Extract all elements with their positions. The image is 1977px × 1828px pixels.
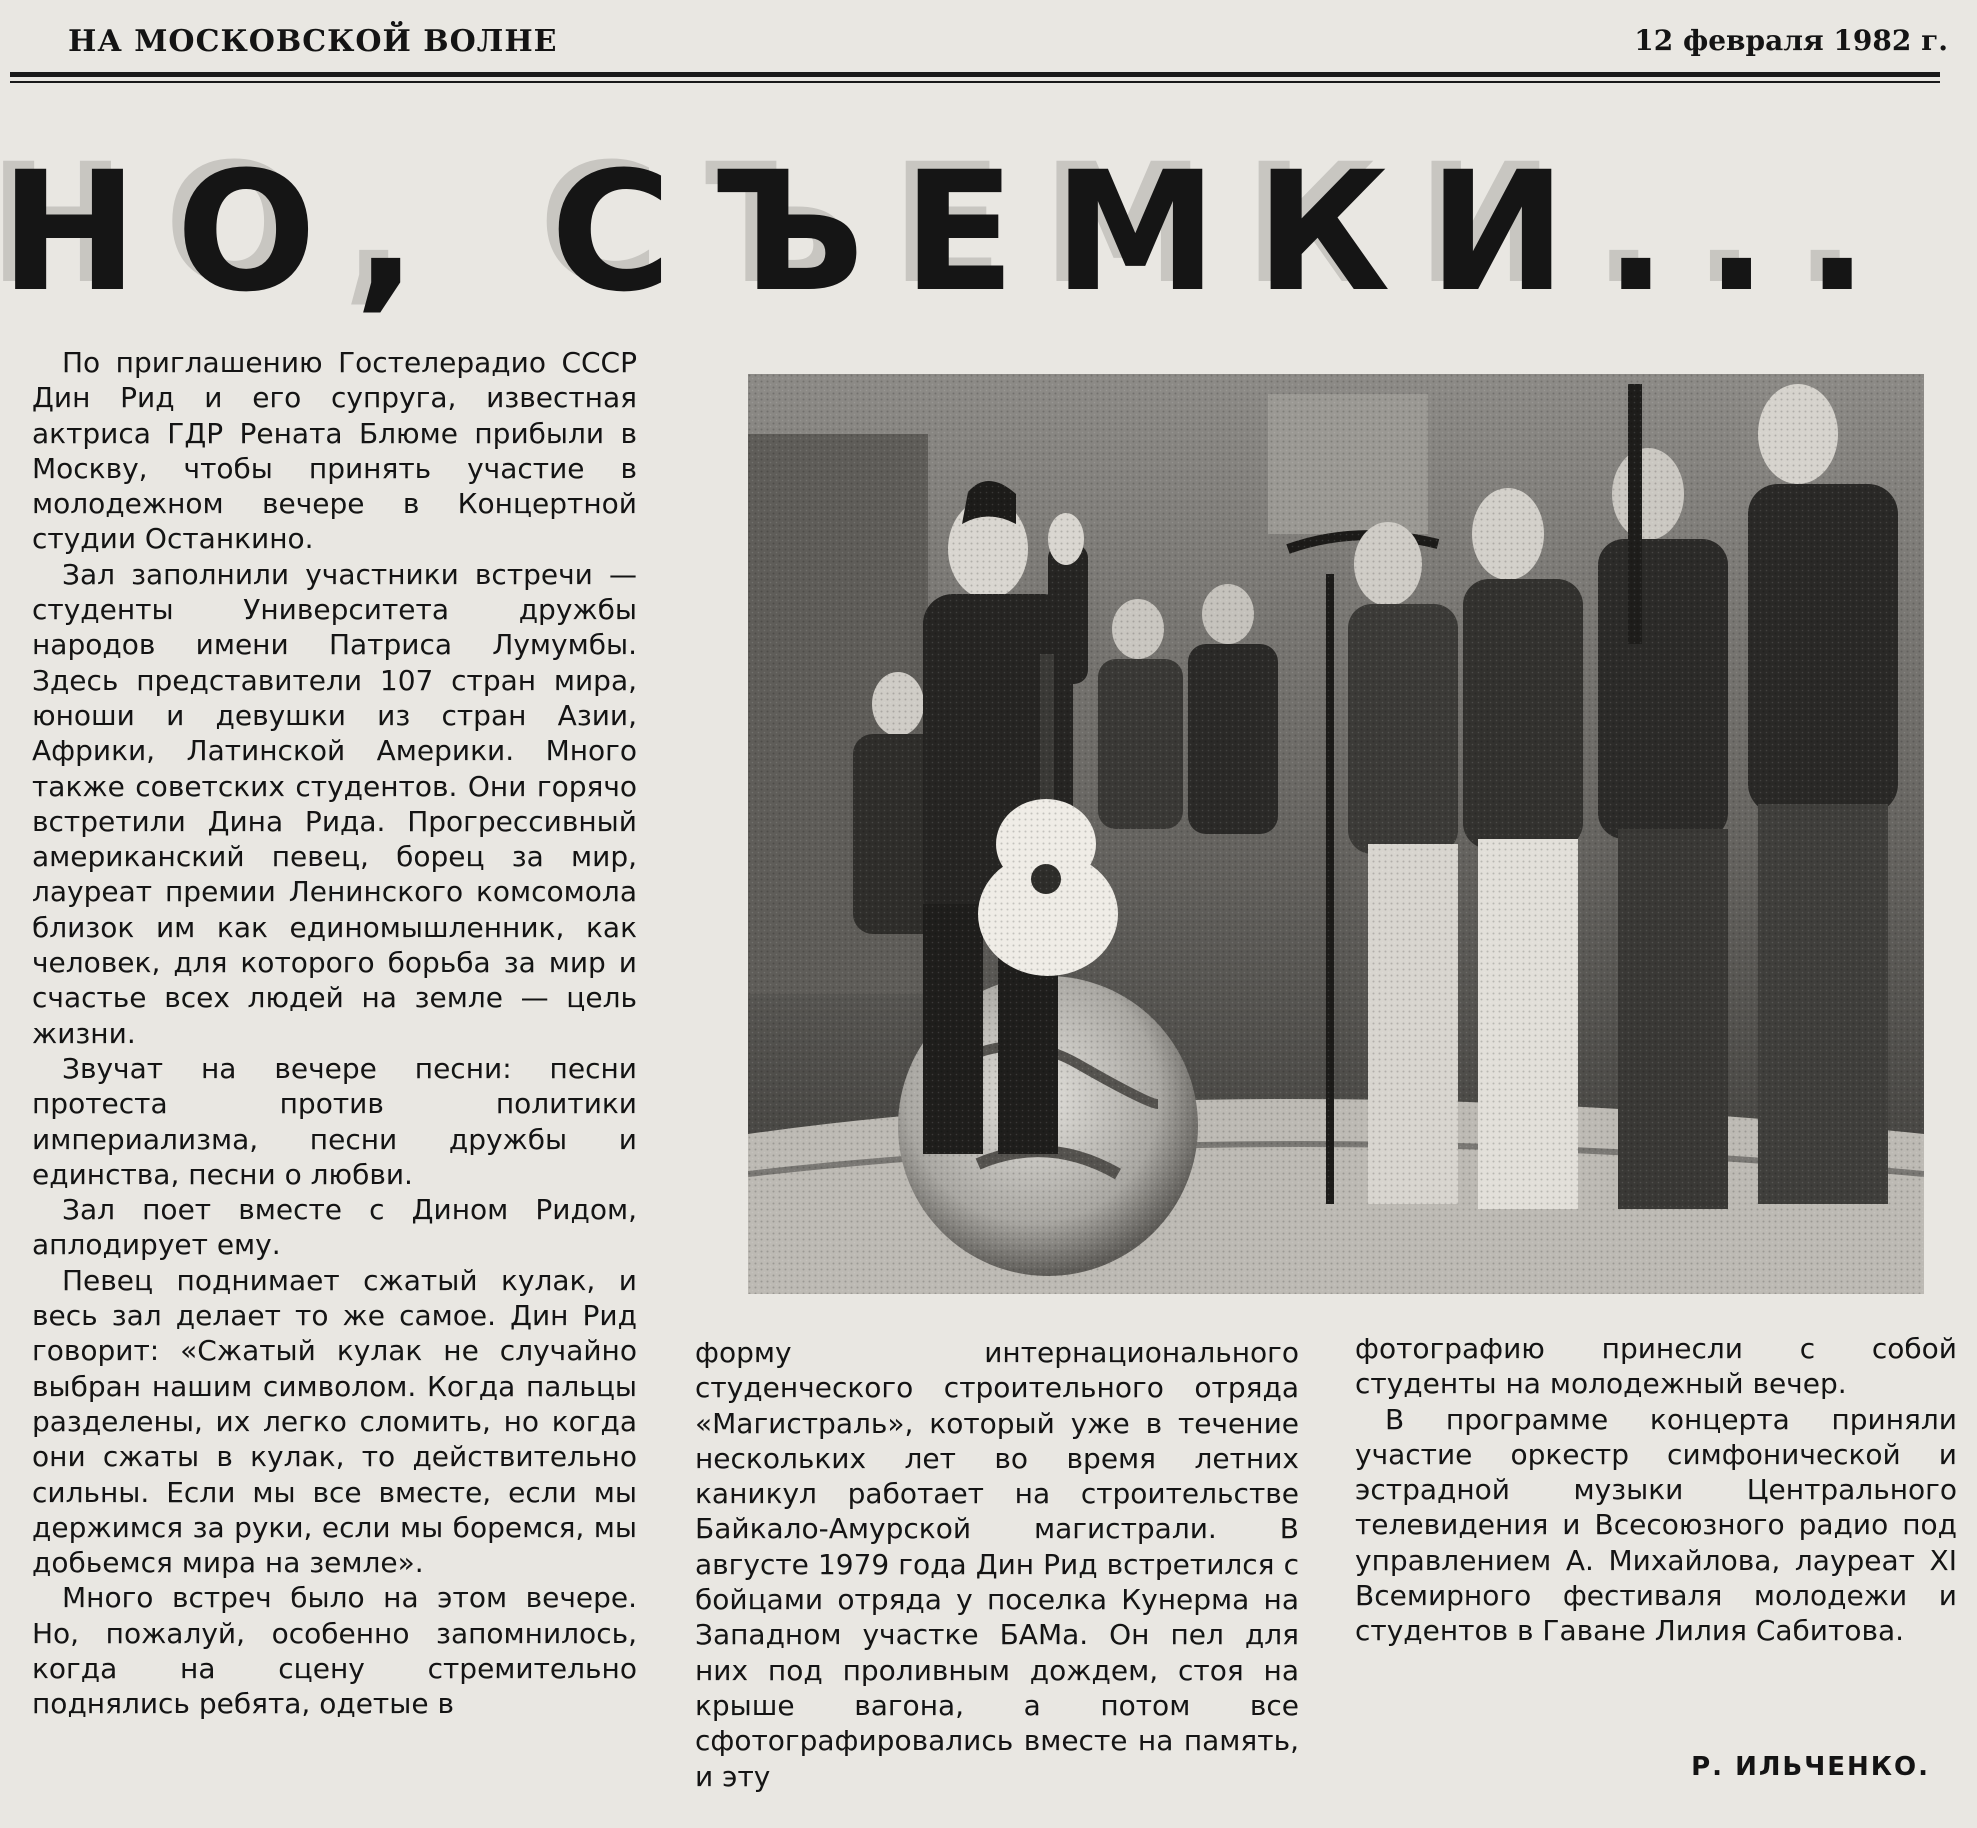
article-column-1 <box>32 345 637 1722</box>
page-header <box>68 24 1948 72</box>
issue-date: 12 февраля 1982 г. <box>1634 24 1948 57</box>
section-title: НА МОСКОВСКОЙ ВОЛНЕ <box>68 24 558 59</box>
article-column-3 <box>1355 1331 1957 1649</box>
paragraph: Певец поднимает сжатый кулак, и весь зал делает то же самое. Дин Рид говорит: «Сжатый кулак не случайно выбран нашим символом. Когда пальцы разделены, их легко сломить, но когда они сжаты в кулак, то действительно сильны. Если мы все вместе, если мы держимся за руки, если мы боремся, мы добьемся мира на земле». <box>32 1263 637 1580</box>
author-signature: Р. ИЛЬЧЕНКО. <box>1691 1752 1930 1782</box>
paragraph: Зал заполнили участники встречи — студенты Университета дружбы народов имени Патриса Лумумбы. Здесь представители 107 стран мира, юноши и девушки из стран Азии, Африки, Латинской Америки. Много также советских студентов. Они горячо встретили Дина Рида. Прогрессивный американский певец, борец за мир, лауреат премии Ленинского комсомола близок им как единомышленник, как человек, для которого борьба за мир и счастье всех людей на земле — цель жизни. <box>32 557 637 1050</box>
concert-photo <box>748 374 1924 1294</box>
article-column-2 <box>695 1335 1299 1794</box>
paragraph: Звучат на вечере песни: песни протеста против политики империализма, песни дружбы и единства, песни о любви. <box>32 1051 637 1191</box>
paragraph: В программе концерта приняли участие оркестр симфонической и эстрадной музыки Центрального телевидения и Всесоюзного радио под управлением А. Михайлова, лауреат XI Всемирного фестиваля молодежи и студентов в Гаване Лилия Сабитова. <box>1355 1402 1957 1648</box>
concert-photo-illustration <box>748 374 1924 1294</box>
header-rule-thin <box>10 81 1940 83</box>
paragraph: фотографию принесли с собой студенты на молодежный вечер. <box>1355 1332 1957 1401</box>
headline: НО, СЪЕМКИ... <box>0 136 1907 328</box>
paragraph: форму интернационального студенческого строительного отряда «Магистраль», который уже в течение нескольких лет во время летних каникул работает на строительстве Байкало-Амурской магистрали. В августе 1979 года Дин Рид встретился с бойцами отряда у поселка Кунерма на Западном участке БАМа. Он пел для них под проливным дождем, стоя на крыше вагона, а потом все сфотографировались вместе на память, и эту <box>695 1336 1299 1793</box>
paragraph: Зал поет вместе с Дином Ридом, аплодирует ему. <box>32 1193 637 1262</box>
paragraph: Много встреч было на этом вечере. Но, пожалуй, особенно запомнилось, когда на сцену стремительно поднялись ребята, одетые в <box>32 1581 637 1721</box>
paragraph: По приглашению Гостелерадио СССР Дин Рид и его супруга, известная актриса ГДР Рената Блюме прибыли в Москву, чтобы принять участие в молодежном вечере в Концертной студии Останкино. <box>32 346 637 556</box>
header-rule-thick <box>10 72 1940 77</box>
